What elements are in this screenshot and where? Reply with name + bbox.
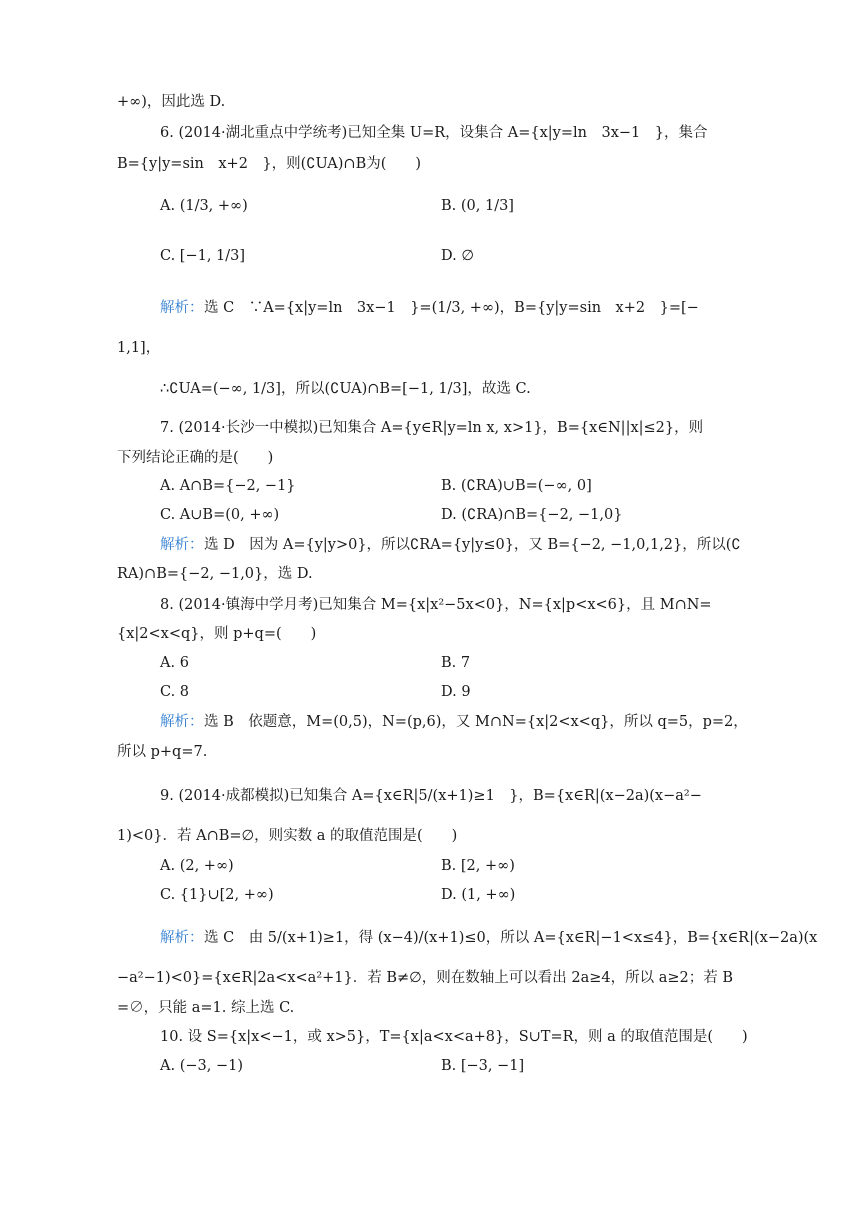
- text-segment: −a²−1)<0}={x∈R|2a<x<a²+1}．若 B≠∅，则在数轴上可以看出 2a≥4，所以 a≥2；若 B: [117, 970, 734, 986]
- text-segment: B. (∁RA)∪B=(−∞, 0]: [441, 478, 592, 494]
- text-line: [0, 89, 860, 115]
- text-line: [0, 120, 860, 146]
- text-segment: B={y|y=sin x+2 }，则(∁UA)∩B为( ): [117, 156, 422, 172]
- text-line: [0, 445, 860, 471]
- text-line: [0, 1053, 860, 1079]
- text-segment: 所以 p+q=7.: [117, 744, 208, 760]
- text-segment: 1,1]，: [117, 340, 161, 356]
- text-segment: B. (0, 1/3]: [441, 198, 514, 214]
- text-segment: B. [2, +∞): [441, 858, 515, 874]
- text-segment: +∞)，因此选 D.: [117, 94, 226, 110]
- text-line: [0, 995, 860, 1021]
- text-segment: 7. (2014·长沙一中模拟)已知集合 A={y∈R|y=ln x, x>1}，B={x∈N||x|≤2}，则: [160, 420, 704, 436]
- text-line: [0, 532, 860, 558]
- text-line: [0, 679, 860, 705]
- text-line: [0, 823, 860, 849]
- text-segment: C. {1}∪[2, +∞): [160, 887, 274, 903]
- text-segment: B. [−3, −1]: [441, 1058, 525, 1074]
- text-line: [0, 151, 860, 177]
- text-segment: C. A∪B=(0, +∞): [160, 507, 280, 523]
- text-line: [0, 335, 860, 361]
- text-segment: 下列结论正确的是( ): [117, 450, 274, 466]
- text-line: [0, 783, 860, 809]
- solution-label: 解析：: [160, 930, 204, 946]
- text-line: [0, 193, 860, 219]
- text-segment: A. (2, +∞): [160, 858, 234, 874]
- solution-label: 解析：: [160, 537, 204, 553]
- text-segment: 选 C ∵A={x|y=ln 3x−1 }=(1/3, +∞)，B={y|y=sin x+2 }=[−: [204, 300, 699, 316]
- text-line: [0, 376, 860, 402]
- text-segment: RA)∩B={−2, −1,0}，选 D.: [117, 566, 313, 582]
- text-line: [0, 473, 860, 499]
- text-line: [0, 415, 860, 441]
- text-line: [0, 502, 860, 528]
- text-line: [0, 882, 860, 908]
- text-line: [0, 853, 860, 879]
- text-segment: ∴∁UA=(−∞, 1/3]，所以(∁UA)∩B=[−1, 1/3]，故选 C.: [160, 381, 531, 397]
- text-line: [0, 295, 860, 321]
- solution-label: 解析：: [160, 714, 204, 730]
- text-segment: B. 7: [441, 655, 471, 671]
- text-line: [0, 965, 860, 991]
- text-line: [0, 621, 860, 647]
- text-line: [0, 1024, 860, 1050]
- text-line: [0, 709, 860, 735]
- solution-label: 解析：: [160, 300, 204, 316]
- text-segment: C. [−1, 1/3]: [160, 248, 246, 264]
- text-segment: 8. (2014·镇海中学月考)已知集合 M={x|x²−5x<0}，N={x|p<x<6}，且 M∩N=: [160, 597, 712, 613]
- text-segment: 选 B 依题意，M=(0,5)，N=(p,6)，又 M∩N={x|2<x<q}，所以 q=5，p=2，: [204, 714, 748, 730]
- text-line: [0, 592, 860, 618]
- text-segment: D. 9: [441, 684, 471, 700]
- text-line: [0, 739, 860, 765]
- text-segment: A. A∩B={−2, −1}: [160, 478, 296, 494]
- text-segment: 1)<0}．若 A∩B=∅，则实数 a 的取值范围是( ): [117, 828, 458, 844]
- text-line: [0, 925, 860, 951]
- text-segment: D. (∁RA)∩B={−2, −1,0}: [441, 507, 623, 523]
- text-segment: A. 6: [160, 655, 189, 671]
- text-line: [0, 243, 860, 269]
- text-segment: 6. (2014·湖北重点中学统考)已知全集 U=R，设集合 A={x|y=ln 3x−1 }，集合: [160, 125, 708, 141]
- text-segment: =∅，只能 a=1. 综上选 C.: [117, 1000, 295, 1016]
- text-segment: A. (1/3, +∞): [160, 198, 248, 214]
- text-line: [0, 650, 860, 676]
- text-segment: C. 8: [160, 684, 190, 700]
- text-line: [0, 561, 860, 587]
- text-segment: D. (1, +∞): [441, 887, 516, 903]
- text-segment: A. (−3, −1): [160, 1058, 243, 1074]
- text-segment: D. ∅: [441, 248, 474, 264]
- text-segment: {x|2<x<q}，则 p+q=( ): [117, 626, 317, 642]
- text-segment: 10. 设 S={x|x<−1，或 x>5}，T={x|a<x<a+8}，S∪T=R，则 a 的取值范围是( ): [160, 1029, 748, 1045]
- text-segment: 选 C 由 5/(x+1)≥1，得 (x−4)/(x+1)≤0，所以 A={x∈R|−1<x≤4}，B={x∈R|(x−2a)(x: [204, 930, 818, 946]
- text-segment: 选 D 因为 A={y|y>0}，所以∁RA={y|y≤0}，又 B={−2, −1,0,1,2}，所以(∁: [204, 537, 741, 553]
- text-segment: 9. (2014·成都模拟)已知集合 A={x∈R|5/(x+1)≥1 }，B={x∈R|(x−2a)(x−a²−: [160, 788, 702, 804]
